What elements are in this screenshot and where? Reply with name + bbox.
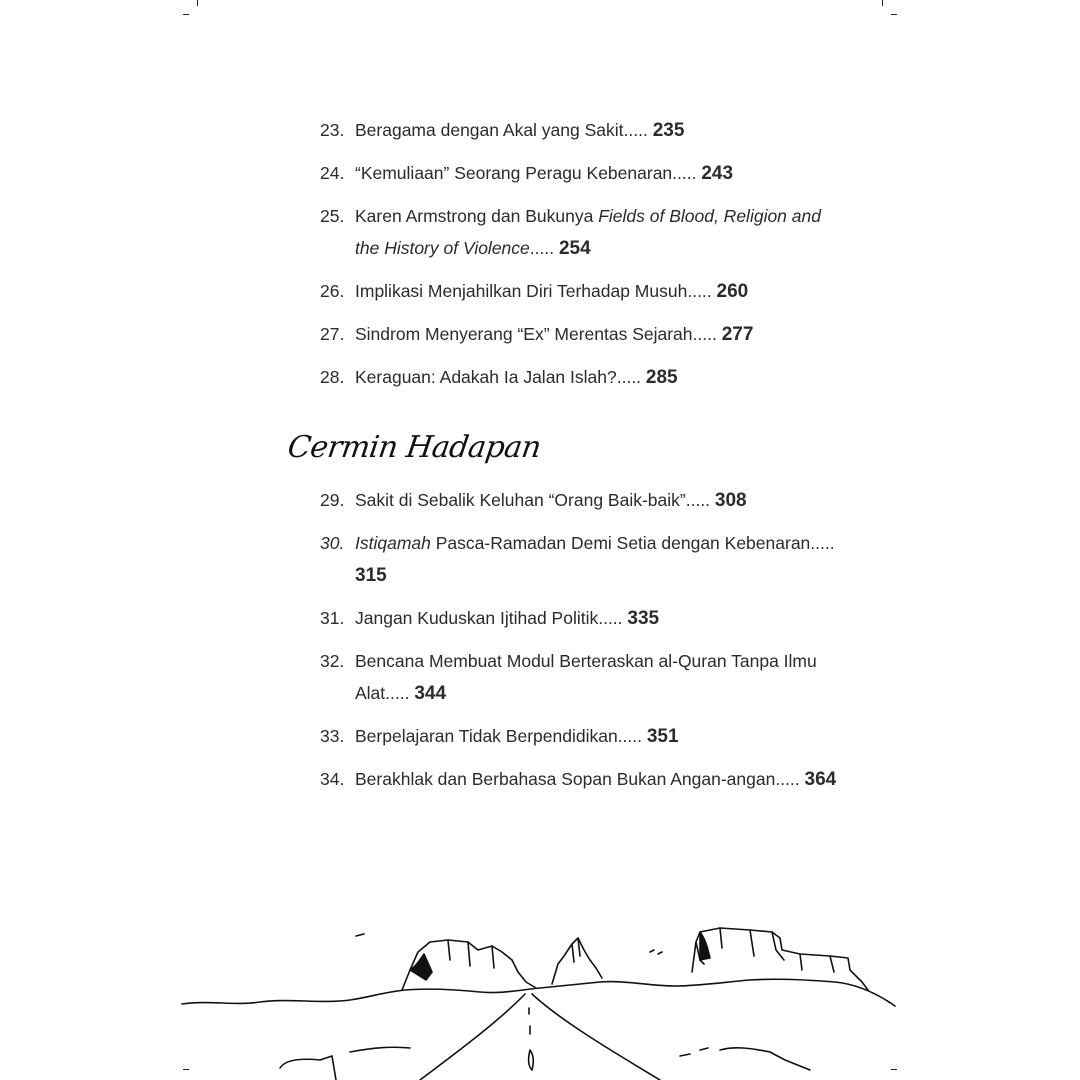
toc-entry-title: Berpelajaran Tidak Berpendidikan [355, 726, 618, 746]
toc-list-part2 [320, 484, 840, 806]
toc-entry-dots: ..... [775, 769, 800, 789]
toc-entry-dots: ..... [616, 367, 642, 387]
toc-entry-title-italic: Fields of Blood, Religion and the History of Violence [355, 206, 821, 258]
toc-entry-title: Implikasi Menjahilkan Diri Terhadap Musuh [355, 281, 688, 301]
toc-entry[interactable] [320, 763, 840, 796]
toc-entry-number: 32. [320, 651, 345, 671]
toc-entry[interactable] [320, 602, 840, 635]
section-title: Cermin Hadapan [285, 430, 543, 465]
toc-list-part1 [320, 114, 840, 404]
toc-entry[interactable] [320, 645, 840, 710]
toc-entry[interactable] [320, 527, 840, 592]
toc-entry-title-italic: Istiqamah [355, 533, 431, 553]
toc-entry-title: Keraguan: Adakah Ia Jalan Islah? [355, 367, 617, 387]
toc-entry-title: Berakhlak dan Berbahasa Sopan Bukan Angan-angan [355, 769, 776, 789]
toc-entry-page: 277 [721, 324, 754, 345]
toc-entry[interactable] [320, 720, 840, 753]
toc-entry-dots: ..... [685, 490, 711, 510]
toc-entry-number: 25. [320, 206, 345, 226]
toc-entry[interactable] [320, 361, 840, 394]
toc-entry-dots: ..... [623, 120, 648, 140]
toc-entry[interactable] [320, 114, 840, 147]
toc-entry-page: 351 [646, 726, 679, 747]
toc-entry-page: 260 [716, 281, 749, 302]
toc-entry-dots: ..... [810, 533, 835, 553]
toc-entry-number: 33. [320, 726, 345, 746]
toc-entry-title: Jangan Kuduskan Ijtihad Politik [355, 608, 599, 628]
toc-entry[interactable] [320, 275, 840, 308]
toc-entry-page: 364 [804, 769, 837, 790]
toc-entry-dots: ..... [672, 163, 697, 183]
toc-entry[interactable] [320, 157, 840, 190]
toc-entry-number: 26. [320, 281, 345, 301]
toc-entry-number: 34. [320, 769, 345, 789]
toc-entry-dots: ..... [692, 324, 717, 344]
crop-mark [197, 0, 198, 6]
crop-mark [891, 14, 897, 15]
toc-entry-title: Bencana Membuat Modul Berteraskan al-Quran Tanpa Ilmu Alat [355, 651, 817, 703]
toc-entry-number: 23. [320, 120, 345, 140]
toc-entry-title: Beragama dengan Akal yang Sakit [355, 120, 624, 140]
toc-entry-title: Sakit di Sebalik Keluhan “Orang Baik-baik” [355, 490, 686, 510]
toc-entry-number: 29. [320, 490, 345, 510]
crop-mark [882, 0, 883, 6]
toc-entry-page: 235 [652, 120, 685, 141]
toc-entry-number: 27. [320, 324, 345, 344]
toc-entry-page: 308 [714, 490, 747, 511]
toc-entry[interactable] [320, 318, 840, 351]
toc-entry-dots: ..... [385, 683, 410, 703]
toc-entry-page: 254 [558, 238, 591, 259]
toc-entry-number: 24. [320, 163, 345, 183]
toc-entry-number: 28. [320, 367, 345, 387]
toc-entry-dots: ..... [687, 281, 712, 301]
toc-entry-dots: ..... [529, 238, 555, 258]
toc-entry-page: 335 [627, 608, 660, 629]
toc-entry[interactable] [320, 484, 840, 517]
toc-entry-page: 285 [645, 367, 678, 388]
toc-entry-page: 315 [355, 565, 387, 586]
toc-entry[interactable] [320, 200, 840, 265]
toc-entry-dots: ..... [617, 726, 642, 746]
toc-entry-page: 344 [414, 683, 447, 704]
toc-entry-title: Pasca-Ramadan Demi Setia dengan Kebenaran [430, 533, 811, 553]
crop-mark [183, 14, 189, 15]
toc-entry-number: 30. [320, 533, 345, 553]
toc-entry-title: Sindrom Menyerang “Ex” Merentas Sejarah [355, 324, 693, 344]
toc-entry-title: “Kemuliaan” Seorang Peragu Kebenaran [355, 163, 673, 183]
toc-entry-dots: ..... [598, 608, 623, 628]
desert-road-illustration-icon [180, 920, 900, 1080]
toc-entry-page: 243 [701, 163, 734, 184]
toc-entry-title: Karen Armstrong dan Bukunya [355, 206, 599, 226]
toc-entry-number: 31. [320, 608, 345, 628]
